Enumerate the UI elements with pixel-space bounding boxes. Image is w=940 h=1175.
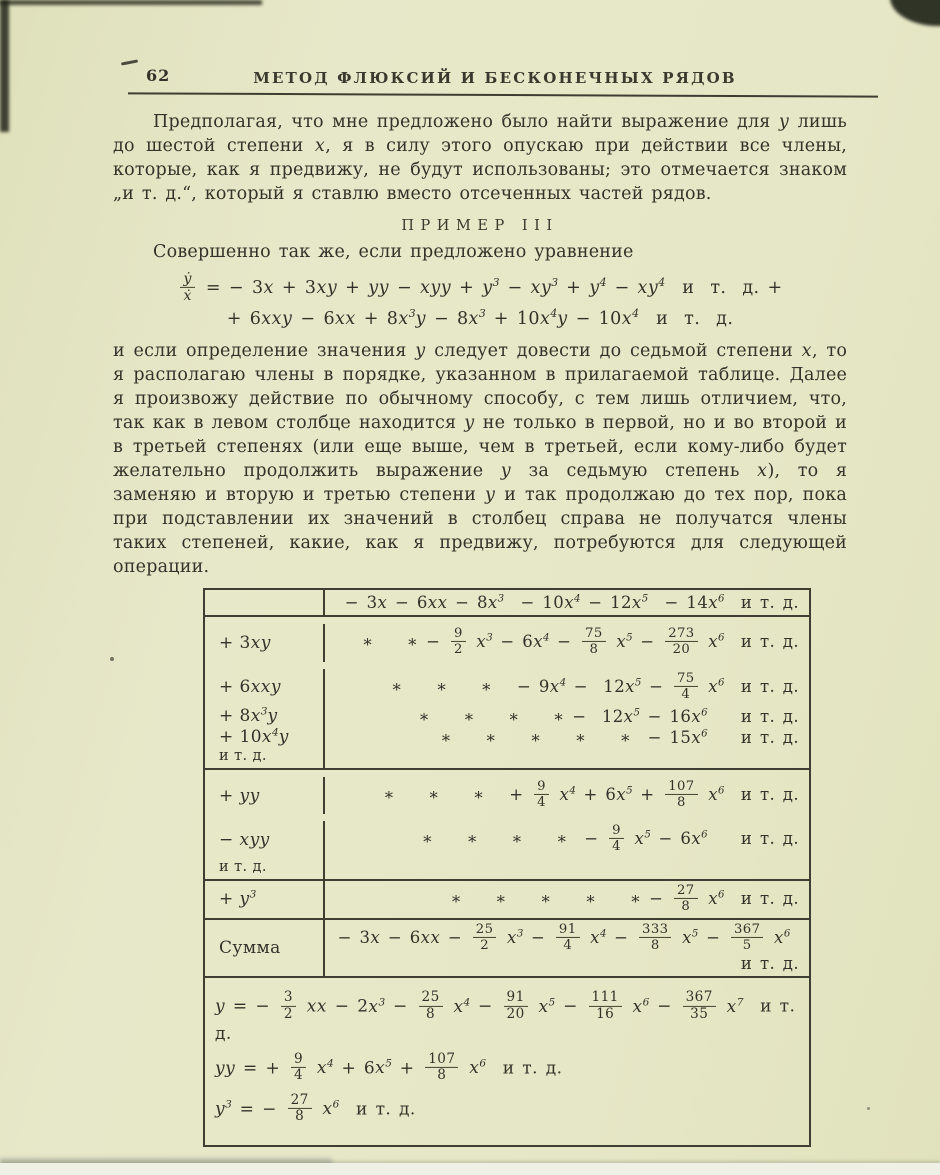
example-heading: ПРИМЕР III [401, 218, 559, 234]
table-row [205, 706, 809, 727]
table-section [205, 768, 809, 879]
running-title: МЕТОД ФЛЮКСИЙ И БЕСКОНЕЧНЫХ РЯДОВ [253, 69, 737, 87]
table-row [205, 859, 809, 879]
table-label-cell: + 6 xxy [205, 669, 325, 706]
equation-line: $\frac{\text{ẏ}}{\text{ẋ}}$ = − 3x + 3xy + yy − xyy + $y^3 - xy^3 + y^4 - xy^4$ и т. д. + [113, 272, 847, 305]
table-formula-cell: ∗ ∗ ∗ ∗ ∗ − $\frac{27}{8}$ $x^6$ и т. д. [450, 882, 799, 914]
page-bottom-edge [0, 1163, 940, 1175]
table-label-cell: и т. д. [205, 859, 325, 879]
scan-artifact [0, 0, 9, 132]
table-label-cell: + 10 $x^4y$ [205, 727, 325, 748]
page-number: 62 [146, 66, 171, 85]
intro-paragraph: Предполагая, что мне предложено было найти выражение для y лишь до шестой степени x, я в силу этого опускаю при действии все члены, которые, как я предвижу, не будут использованы; это отмечается знаком „и т. д.“, который я ставлю вместо отсеченных частей рядов. [113, 112, 848, 204]
table-row [205, 881, 809, 918]
table-label-cell: Сумма [205, 920, 325, 976]
table-label-cell: − xyy [205, 821, 325, 858]
body-paragraph: и если определение значения y следует довести до седьмой степени x, то я располагаю члены в порядке, указанном в прилагаемой таблице. Далее я произвожу действие по обычному способу, с тем лишь отличием, что, так как в левом столбце находится y не только в первой, но и во второй и в третьей степенях (или еще выше, чем в третьей, если кому-либо будет желательно продолжить выражение y за седьмую степень x), то я заменяю и вторую и третью степени y и так продолжаю до тех пор, пока при подставлении их значений в столбец справа не получатся члены таких степеней, какие, как я предвижу, потребуются для следующей операции. [113, 341, 848, 578]
table-row [205, 669, 809, 706]
table-formula-cell: ∗ ∗ ∗ ∗ ∗ − $15x^6$ и т. д. [440, 727, 799, 747]
table-formula-cell: ∗ ∗ ∗ ∗ − $12x^5 - 16x^6$ и т. д. [418, 706, 799, 726]
scan-artifact [0, 1158, 332, 1168]
table-formula-cell: ∗ ∗ ∗ ∗ − $\frac{9}{4}$ $x^5 - 6x^6$ и т. д. [421, 823, 799, 855]
result-equation: $y^3$ = − $\frac{27}{8}$ $x^6$ и т. д. [215, 1091, 416, 1125]
table-label-cell: + $y^3$ [205, 881, 325, 918]
table-section [205, 615, 809, 768]
header-rule [128, 92, 878, 97]
table-row [205, 770, 809, 821]
table-formula-cell: − $3x - 6xx - 8x^3$ − $10x^4 - 12x^5$ − $14x^6$ и т. д. [344, 593, 799, 613]
fluxions-table [203, 588, 811, 1147]
table-row [205, 920, 809, 976]
table-formula-cell: − 3x − 6xx − $\frac{25}{2}$ $x^3$ − $\frac{91}{4}$ $x^4$ − $\frac{333}{8}$ $x^5$ − $\frac{367}{5}$ $x^6$ и т. д. [337, 921, 799, 974]
table-formula-cell: ∗ ∗ ∗ + $\frac{9}{4}$ $x^4 + 6x^5$ + $\frac{107}{8}$ $x^6$ и т. д. [383, 778, 799, 810]
table-label-cell: + 8 $x^3y$ [205, 706, 325, 727]
table-sum-section [205, 918, 809, 976]
table-row [205, 617, 809, 668]
example-intro: Совершенно так же, если предложено уравнение [153, 242, 634, 262]
equation-line: + $6xxy - 6xx + 8x^3y - 8x^3 + 10x^4y - 10x^4$ и т. д. [226, 307, 734, 330]
table-formula-cell [325, 868, 809, 870]
table-formula-cell: ∗ ∗ − $\frac{9}{2}$ $x^3 - 6x^4$ − $\frac{75}{8}$ $x^5$ − $\frac{273}{20}$ $x^6$ и т. д. [361, 626, 799, 658]
table-formula-cell [325, 757, 809, 759]
table-header-section [205, 590, 809, 615]
scan-artifact [0, 0, 262, 5]
scan-artifact [867, 1107, 870, 1110]
result-equation: y = − $\frac{3}{2}$ xx − $2x^3$ − $\frac{25}{8}$ $x^4$ − $\frac{91}{20}$ $x^5$ − $\frac{111}{16}$ $x^6$ − $\frac{367}{35}$ $x^7$ и т. д. [215, 989, 796, 1044]
table-row [205, 748, 809, 768]
scan-artifact [121, 59, 138, 65]
table-row [205, 590, 809, 615]
table-row [205, 821, 809, 858]
table-formula-cell: ∗ ∗ ∗ − $9x^4 - 12x^5$ − $\frac{75}{4}$ $x^6$ и т. д. [391, 670, 799, 702]
table-label-cell: + yy [205, 777, 325, 814]
page-content [113, 110, 847, 1147]
table-label-cell [205, 590, 325, 615]
table-section [205, 879, 809, 918]
result-equation: yy = + $\frac{9}{4}$ $x^4 + 6x^5$ + $\frac{107}{8}$ $x^6$ и т. д. [215, 1050, 563, 1084]
table-label-cell: + 3 xy [205, 624, 325, 661]
table-row [205, 727, 809, 748]
table-results-section [205, 976, 809, 1145]
scan-artifact [890, 0, 940, 26]
table-label-cell: и т. д. [205, 748, 325, 768]
main-equation [113, 272, 847, 329]
